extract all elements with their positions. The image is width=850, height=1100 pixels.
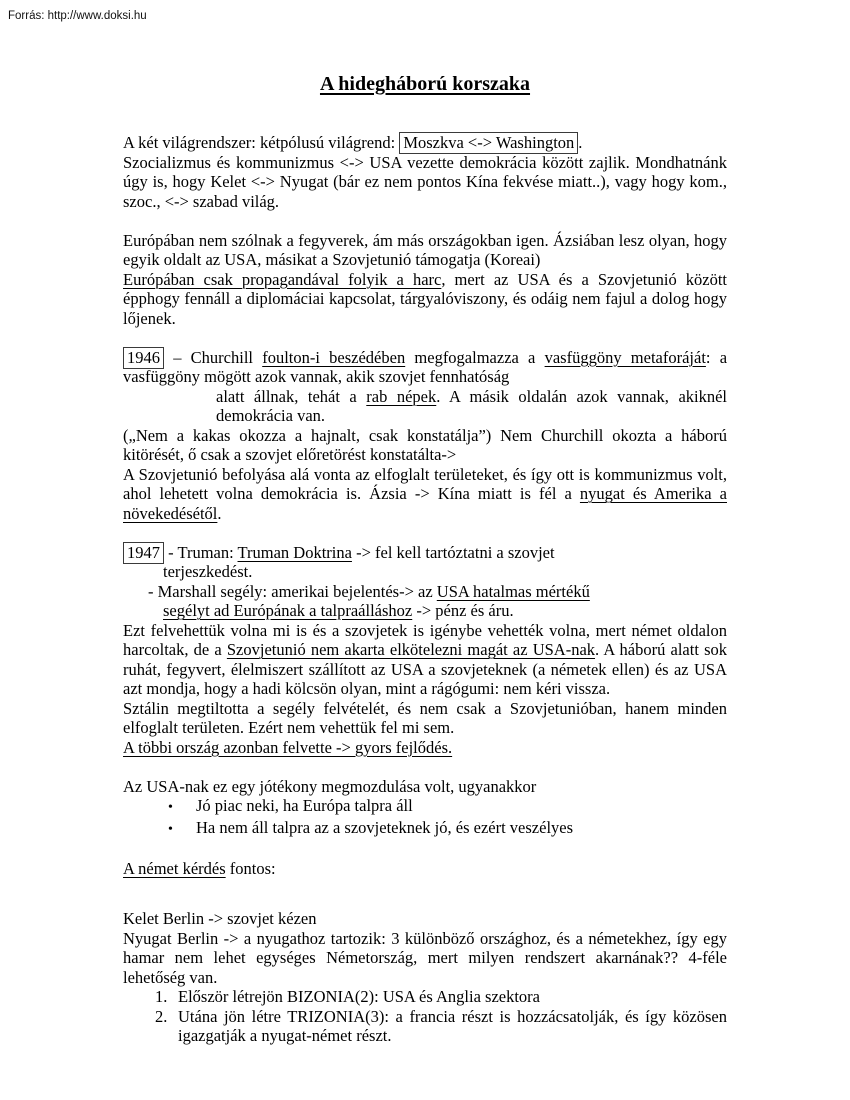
text-run: . (578, 133, 583, 152)
paragraph-europe-propaganda (123, 231, 727, 329)
bullet-icon: • (168, 821, 173, 837)
text-run: A Szovjetunió befolyása alá vonta az elfoglalt területeket, és így ott is kommunizmus volt, ahol lehetett volna demokrácia is. Ázsia -> Kína miatt is fél a (123, 464, 727, 503)
underlined-text: segélyt ad Európának a talpraálláshoz (163, 601, 413, 620)
line-terjeszkedes (163, 562, 727, 582)
bullet-icon: • (168, 800, 173, 815)
text-run: Nyugat Berlin -> a nyugathoz tartozik: 3 különböző országhoz, és a németekhez, így egy hamar nem lehet egységes Németország, mert milyen rendszert akarnának?? 4-féle lehetőség van. (123, 928, 727, 987)
text-run: : a vasfüggöny mögött azok vannak, akik szovjet fennhatóság (123, 347, 728, 386)
text-run: , mert az USA és a Szovjetunió között épphogy fennáll a diplomáciai kapcsolat, tárgyalóviszony, és odáig nem fajul a dolog hogy lőjenek. (123, 269, 727, 328)
text-run: Európában nem szólnak a fegyverek, ám más országokban igen. Ázsiában lesz olyan, hogy egyik oldalt az USA, másikat a Szovjetunió támogatja (Koreai) (123, 230, 727, 269)
section-1947 (123, 543, 727, 621)
text-run: . (217, 503, 222, 523)
document-body (123, 133, 727, 1046)
text-run: -> pénz és áru. (412, 601, 514, 620)
underlined-text: foulton-i beszédében (262, 347, 406, 367)
paragraph-kelet-berlin (123, 909, 727, 929)
text-run: . A háború alatt sok ruhát, fegyvert, élelmiszert szállított az USA a szovjeteknek (a németek ellen) és az USA azt mondja, hogy a hadi kölcsön olyan, mint a rágógumi: nem kéri vissza. (123, 640, 727, 698)
numbered-item (123, 1007, 727, 1046)
underlined-text: rab népek (366, 386, 437, 406)
underlined-text: USA hatalmas mértékű (436, 581, 590, 601)
text-run: – Churchill (164, 347, 263, 367)
underlined-text: A német kérdés (123, 858, 226, 878)
text-run: . A másik oldalán azok vannak, akiknél demokrácia van. (216, 386, 728, 425)
text-run: -> fel kell tartóztatni a szovjet (351, 542, 555, 562)
boxed-text-moscow-washington: Moszkva <-> Washington (399, 132, 578, 154)
text-run: Sztálin megtiltotta a segély felvételét, és nem csak a Szovjetunióban, hanem minden elfoglalt területen. Ezért nem vehettük fel mi sem. (123, 698, 727, 737)
paragraph-1946-churchill (123, 348, 727, 387)
text-run: terjeszkedést. (163, 562, 253, 581)
section-berlin (123, 909, 727, 1046)
text-run: A két világrendszer: kétpólusú világrend: (123, 133, 400, 152)
line-marshall-segely (148, 582, 727, 602)
text-run: - Truman: (164, 542, 238, 562)
text-run: fontos: (225, 858, 276, 878)
text-run: Az USA-nak ez egy jótékony megmozdulása volt, ugyanakkor (123, 776, 537, 796)
text-run: Kelet Berlin -> szovjet kézen (123, 909, 317, 928)
text-run: („Nem a kakas okozza a hajnalt, csak konstatálja”) Nem Churchill okozta a háború kitörését, ő csak a szovjet előretörést konstatálta-> (123, 425, 727, 464)
underlined-text: A többi ország azonban felvette -> gyors fejlődés. (123, 737, 453, 757)
source-header: Forrás: http://www.doksi.hu (8, 10, 147, 22)
underlined-text: Európában csak propagandával folyik a harc (123, 269, 442, 289)
boxed-year-1947: 1947 (123, 542, 164, 564)
line-1947-truman (123, 543, 727, 563)
page-title: A hidegháború korszaka (319, 73, 531, 95)
bullet-item (123, 796, 727, 818)
line-segelyt-ad (163, 601, 727, 621)
section-1946 (123, 348, 727, 426)
indented-paragraph-rab-nepek (216, 387, 727, 426)
list-item-text: Utána jön létre TRIZONIA(3): a francia részt is hozzácsatolják, és így közösen igazgatják a nyugat-német részt. (178, 1006, 727, 1045)
bullet-text: Ha nem áll talpra az a szovjeteknek jó, és ezért veszélyes (196, 817, 574, 837)
paragraph-nemet-kerdes (123, 859, 727, 879)
underlined-text: nyugat és Amerika a növekedésétől (123, 484, 727, 523)
text-run: megfogalmazza a (405, 347, 545, 367)
numbered-item (123, 987, 727, 1007)
text-run: Ezt felvehettük volna mi is és a szovjetek is igénybe vehették volna, mert német oldalon harcoltak, de a (123, 620, 727, 659)
boxed-year-1946: 1946 (123, 347, 164, 369)
underlined-text: Truman Doktrina (237, 542, 352, 562)
paragraph-marshall-details (123, 621, 727, 758)
paragraph-two-world-systems (123, 133, 727, 211)
paragraph-usa-intro (123, 777, 727, 797)
bullet-item (123, 818, 727, 840)
text-run: alatt állnak, tehát a (216, 386, 367, 406)
list-item-text: Először létrejön BIZONIA(2): USA és Anglia szektora (178, 987, 541, 1006)
bullet-text: Jó piac neki, ha Európa talpra áll (196, 796, 413, 815)
list-number: 1. (155, 987, 168, 1006)
underlined-text: Szovjetunió nem akarta elkötelezni magát az USA-nak (226, 640, 596, 659)
list-number: 2. (155, 1006, 168, 1026)
paragraph-kakas-szovjetunio (123, 426, 727, 524)
text-run: Szocializmus és kommunizmus <-> USA vezette demokrácia között zajlik. Mondhatnánk úgy is, hogy Kelet <-> Nyugat (bár ez nem pontos Kína fekvése miatt..), vagy hogy kom., szoc., <-> szabad világ. (123, 152, 727, 211)
underlined-text: vasfüggöny metaforáját (544, 347, 706, 367)
paragraph-nyugat-berlin (123, 929, 727, 988)
section-usa-megmozdulas (123, 777, 727, 840)
text-run: - Marshall segély: amerikai bejelentés-> az (148, 581, 437, 601)
